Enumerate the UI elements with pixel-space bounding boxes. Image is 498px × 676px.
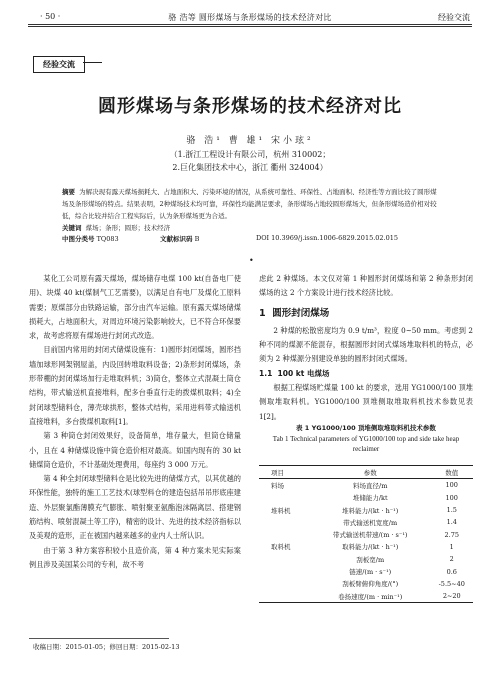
table-cell: 100 — [445, 481, 458, 490]
abstract-label: 摘要 — [62, 188, 75, 196]
table-cell: 堆料能力/(kt · h⁻¹) — [342, 506, 399, 515]
table-cell: 2 — [449, 555, 454, 564]
table-cell: 料场 — [271, 481, 284, 490]
table-cell: 1.4 — [446, 518, 457, 527]
table-caption-en: Tab 1 Technical parameters of YG1000/100 top and side take heap reclaimer — [272, 435, 460, 453]
table-cell: 堆储能力/kt — [352, 494, 388, 503]
paragraph: 根据工程煤场贮煤量 100 kt 的要求，选用 YG1000/100 顶堆侧取堆取料机。YG1000/100 顶堆侧取堆取料机技术参数见表 1[2]。 — [259, 383, 473, 421]
section-heading — [259, 307, 473, 321]
document-code — [160, 234, 199, 243]
paragraph: 第 3 种筒仓封闭效果好，设备简单，堆存量大，但筒仓储量小，且在 4 种储煤设施中筒仓造价相对最高。如国内现有的 30 kt 储煤筒仓造价，不计基础处理费用，每座约 3 000 万元。 — [29, 431, 241, 469]
paragraph: 2 种煤的松散密度均为 0.9 t/m³，粒度 0~50 mm。考虑到 2 种不同的煤源不能混存，根据圆形封闭式煤场堆取料机的特点，必须为 2 种煤源分别建设单独的圆形封闭式煤场。 — [259, 325, 473, 364]
table-cell: 0.6 — [446, 567, 457, 576]
running-header — [0, 8, 498, 24]
table-caption — [259, 423, 473, 433]
paragraph: 某化工公司原有露天煤场，煤场储存电煤 100 kt(自备电厂使用)、块煤 40 kt(煤制气工艺需要)，以满足自有电厂及煤化工原料需要；原煤部分由铁路运输，部分由汽车运输。原有露天煤场储煤损耗大，占地面积大，对周边环境污染影响较大，已不符合环保要求，故考虑将原有煤场进行封闭式改造。 — [29, 274, 241, 341]
section-number: 1 — [259, 307, 266, 319]
left-column — [29, 272, 241, 572]
table-cell — [259, 590, 310, 603]
footnote-rule — [29, 638, 169, 639]
table-cell: 带式输送机带速/(m · s⁻¹) — [332, 531, 408, 540]
table-cell: 取料能力/(kt · h⁻¹) — [342, 543, 399, 552]
affiliation-1: （1.浙江工程设计有限公司，杭州 310002； — [169, 150, 331, 159]
table-cell — [259, 492, 310, 504]
table-cell — [259, 528, 310, 540]
table-header-cell: 参数 — [310, 466, 431, 479]
section-title: 圆形封闭煤场 — [272, 307, 330, 319]
table-header-cell: 项目 — [259, 466, 310, 479]
paragraph: 虑此 2 种煤场。本文仅对第 1 种圆形封闭煤场和第 2 种条形封闭煤场的这 2 个方案设计进行技术经济比较。 — [259, 274, 473, 298]
article-title: 圆形煤场与条形煤场的技术经济对比 — [98, 96, 402, 117]
table-cell — [259, 565, 310, 577]
table-row — [259, 504, 473, 516]
table-cell: 堆料机 — [271, 506, 291, 515]
parameter-table — [259, 465, 473, 603]
paragraph: 由于第 3 种方案容积较小且造价高，第 4 种方案未见实际案例且涉及美国某公司的专利，故不考 — [29, 545, 241, 569]
table-cell: 1 — [449, 542, 454, 551]
table-caption-cn: 表 1 YG1000/100 顶堆侧取堆取料机技术参数 — [296, 424, 436, 432]
paragraph: 目前国内常用的封闭式储煤设施有：1)圆形封闭煤场，圆形挡墙加球形网架钢屋盖，内设回转堆取料设备；2)条形封闭煤场，条形带棚的封闭煤场加行走堆取料机；3)筒仓，整体立式混凝土筒仓结构，带式输送机直接堆料，配多台垂直行走的拨煤机取料；4)全封闭球型储料仓，薄壳球拱形，整体式结构，采用进料带式输送机直接堆料，多台拨煤机取料[1]。 — [29, 345, 241, 426]
abstract-block — [62, 186, 438, 234]
table-cell: 取料机 — [271, 543, 291, 552]
badge-rule — [83, 62, 102, 63]
table-cell — [259, 516, 310, 528]
received-date-footnote: 收稿日期：2015-01-05；修回日期：2015-02-13 — [33, 643, 180, 651]
table-cell: 1.5 — [446, 506, 457, 515]
table-header-cell: 数值 — [430, 466, 473, 479]
keywords-text: 煤场；条形；圆形；技术经济 — [85, 224, 171, 232]
subsection-title: 100 kt 电煤场 — [277, 368, 330, 378]
separator-dot: • — [249, 256, 254, 265]
page-number: · 50 · — [40, 12, 61, 21]
table-row — [259, 590, 473, 603]
table-row — [259, 492, 473, 504]
table-cell: 100 — [445, 493, 458, 502]
table-cell: 料场直径/m — [353, 481, 388, 490]
table-cell: 刮板臂俯仰角度/(°) — [342, 580, 399, 589]
table-cell — [259, 553, 310, 565]
section-badge: 经验交流 — [33, 56, 85, 73]
header-rule — [28, 24, 472, 25]
classification-value: TQ083 — [96, 235, 119, 243]
table-row — [259, 528, 473, 540]
affiliation-2: 2.巨化集团技术中心，浙江 衢州 324004） — [172, 163, 328, 172]
right-column — [259, 272, 473, 424]
author-list: 骆 浩¹ 曹 雄¹ 宋小玹² — [186, 136, 314, 146]
header-rule-2 — [28, 26, 472, 27]
table-row — [259, 541, 473, 553]
table-cell: 链速/(m · s⁻¹) — [349, 568, 392, 577]
classification-label: 中图分类号 — [62, 235, 95, 243]
table-header-row — [259, 466, 473, 479]
running-title: 骆 浩等 圆形煤场与条形煤场的技术经济对比 — [168, 13, 332, 22]
abstract-text: 为解决现有露天煤场损耗大、占地面积大、污染环境的情况，从系统可靠性、环保性、占地面积、经济性等方面比较了圆形煤场及条形煤场的特点。结果表明，2种煤场技术均可靠，环保性均能满足要求，条形煤场占地较圆形煤场大，但条形煤场造价相对较低，综合比较并结合工程实际后，认为条形煤场更为合适。 — [62, 188, 437, 220]
table-row — [259, 479, 473, 492]
table-cell: 2.75 — [444, 530, 459, 539]
subsection-number: 1.1 — [259, 368, 273, 378]
document-code-value: B — [194, 235, 200, 243]
table-row — [259, 516, 473, 528]
doi: DOI 10.3969/j.issn.1006-6829.2015.02.015 — [256, 234, 399, 242]
table-cell: 卷扬速度/(m · min⁻¹) — [310, 590, 431, 603]
table-cell: 刮板宽/m — [356, 555, 385, 564]
table-cell: 带式输送机宽度/m — [343, 518, 398, 527]
table-cell: 2~20 — [430, 590, 473, 603]
table-cell — [259, 578, 310, 590]
keywords — [62, 222, 438, 234]
table-cell: -5.5~40 — [438, 579, 465, 588]
paragraph: 第 4 种全封闭球型储料仓是比较先进的储煤方式，以其优越的环保性能，独特的施工工艺技术(球型料仓的建造包括吊吊形底座建造、外层聚氯酯薄膜充气膨胀、喷射聚亚氨酯泡沫隔离层、搭建钢筋结构、喷射混凝土等工序)，精密的设计、先进的技术经济指标以及美观的造形，正在被国内越来越多的业内人士所认识。 — [29, 474, 241, 541]
document-code-label: 文献标识码 — [160, 235, 193, 243]
keywords-label: 关键词 — [62, 224, 82, 232]
table-row — [259, 553, 473, 565]
abstract — [62, 186, 438, 222]
classification — [62, 234, 119, 243]
subsection-heading — [259, 367, 473, 381]
table-row — [259, 578, 473, 590]
journal-section: 经验交流 — [438, 13, 470, 22]
table-row — [259, 565, 473, 577]
